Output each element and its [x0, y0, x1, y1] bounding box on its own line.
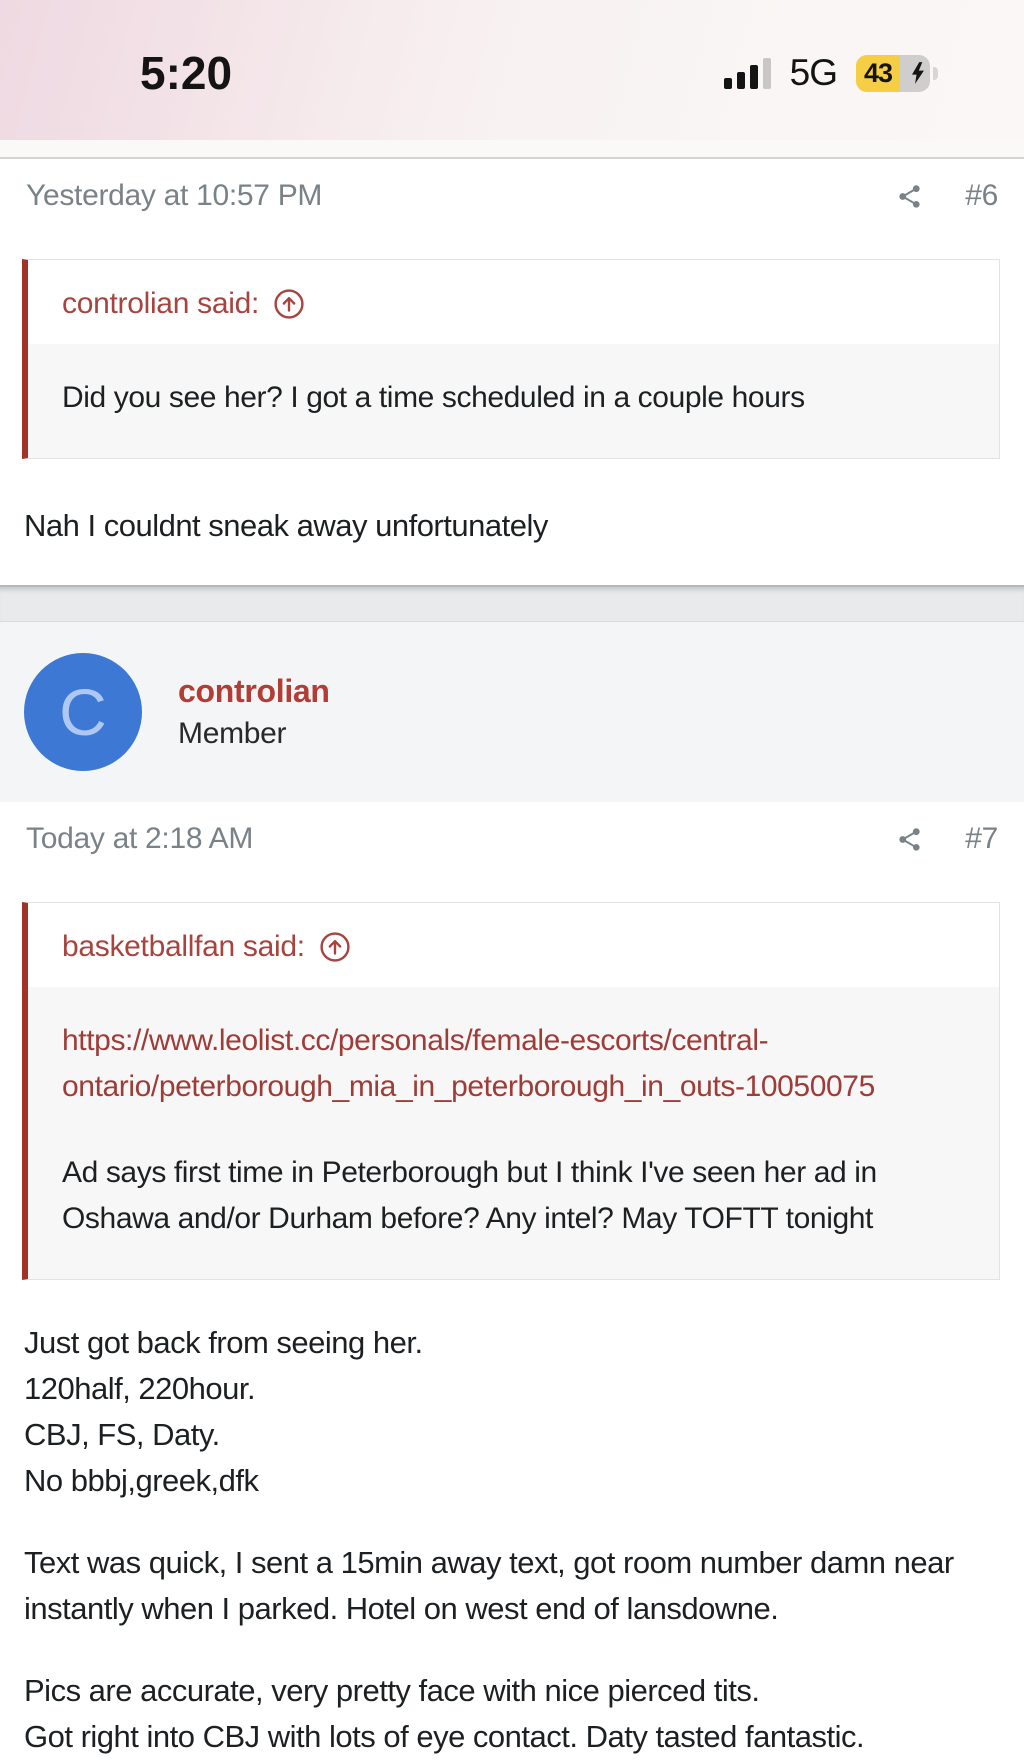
quoted-text: Ad says first time in Peterborough but I think I've seen her ad in Oshawa and/or Durham before? Any intel? May TOFTT tonight	[62, 1156, 877, 1235]
quote-attribution-text: basketballfan said:	[62, 930, 305, 963]
post-6-body	[0, 503, 1024, 549]
quote-block	[22, 259, 1000, 459]
share-icon	[896, 826, 923, 853]
post-6-body-line: Nah I couldnt sneak away unfortunately	[24, 508, 548, 543]
battery-fill	[856, 55, 900, 92]
post-7-meta-row	[0, 802, 1024, 876]
arrow-up-circle-icon	[273, 288, 305, 320]
post-6	[0, 159, 1024, 585]
post-7-paragraph-3	[0, 1668, 1024, 1760]
post-separator	[0, 585, 1024, 622]
share-button[interactable]	[896, 826, 923, 853]
author-info	[178, 673, 330, 751]
quoted-url-line: ontario/peterborough_mia_in_peterborough_in_outs-10050075	[62, 1070, 875, 1103]
post-7-date-link[interactable]: Today at 2:18 AM	[26, 822, 254, 855]
quote-block	[22, 902, 1000, 1280]
quote-spacer	[62, 1110, 971, 1150]
post-7-number-link[interactable]: #7	[965, 822, 998, 855]
quoted-text: Did you see her? I got a time scheduled in a couple hours	[28, 344, 999, 458]
author-title: Member	[178, 717, 287, 750]
post-body-line: CBJ, FS, Daty.	[24, 1417, 220, 1452]
quote-attribution-text: controlian said:	[62, 287, 259, 320]
clock-label: 5:20	[140, 47, 233, 99]
quoted-content	[28, 987, 999, 1279]
avatar[interactable]	[24, 653, 142, 771]
battery-indicator	[856, 55, 930, 92]
quote-attribution-link[interactable]	[28, 260, 999, 344]
post-body-line: No bbbj,greek,dfk	[24, 1463, 259, 1498]
signal-bars-icon	[724, 57, 771, 89]
network-type-label: 5G	[789, 52, 837, 93]
quoted-url-link[interactable]	[62, 1018, 971, 1110]
battery-level: 43	[863, 57, 893, 88]
post-body-line: 120half, 220hour.	[24, 1371, 256, 1406]
arrow-up-circle-icon	[319, 931, 351, 963]
post-body-line: Just got back from seeing her.	[24, 1325, 423, 1360]
avatar-letter: C	[59, 675, 107, 749]
quote-attribution-link[interactable]	[28, 903, 999, 987]
post-6-date-link[interactable]: Yesterday at 10:57 PM	[26, 179, 323, 212]
post-6-meta-row	[0, 159, 1024, 233]
post-6-number-link[interactable]: #6	[965, 179, 998, 212]
author-name-link[interactable]: controlian	[178, 673, 330, 709]
status-bar	[0, 0, 1024, 140]
status-indicators	[724, 52, 930, 94]
share-button[interactable]	[896, 183, 923, 210]
post-7-author-header	[0, 622, 1024, 802]
post-7-paragraph-2	[0, 1540, 1024, 1632]
post-body-line: Got right into CBJ with lots of eye contact. Daty tasted fantastic.	[24, 1719, 865, 1754]
post-body-line: Pics are accurate, very pretty face with nice pierced tits.	[24, 1673, 760, 1708]
share-icon	[896, 183, 923, 210]
post-7	[0, 622, 1024, 1760]
quoted-url-line: https://www.leolist.cc/personals/female-escorts/central-	[62, 1024, 769, 1057]
post-7-paragraph-1	[0, 1320, 1024, 1504]
lightning-bolt-icon	[912, 62, 925, 84]
page-top-divider	[0, 140, 1024, 159]
post-body-line: Text was quick, I sent a 15min away text, got room number damn near instantly when I parked. Hotel on west end of lansdowne.	[24, 1545, 954, 1626]
